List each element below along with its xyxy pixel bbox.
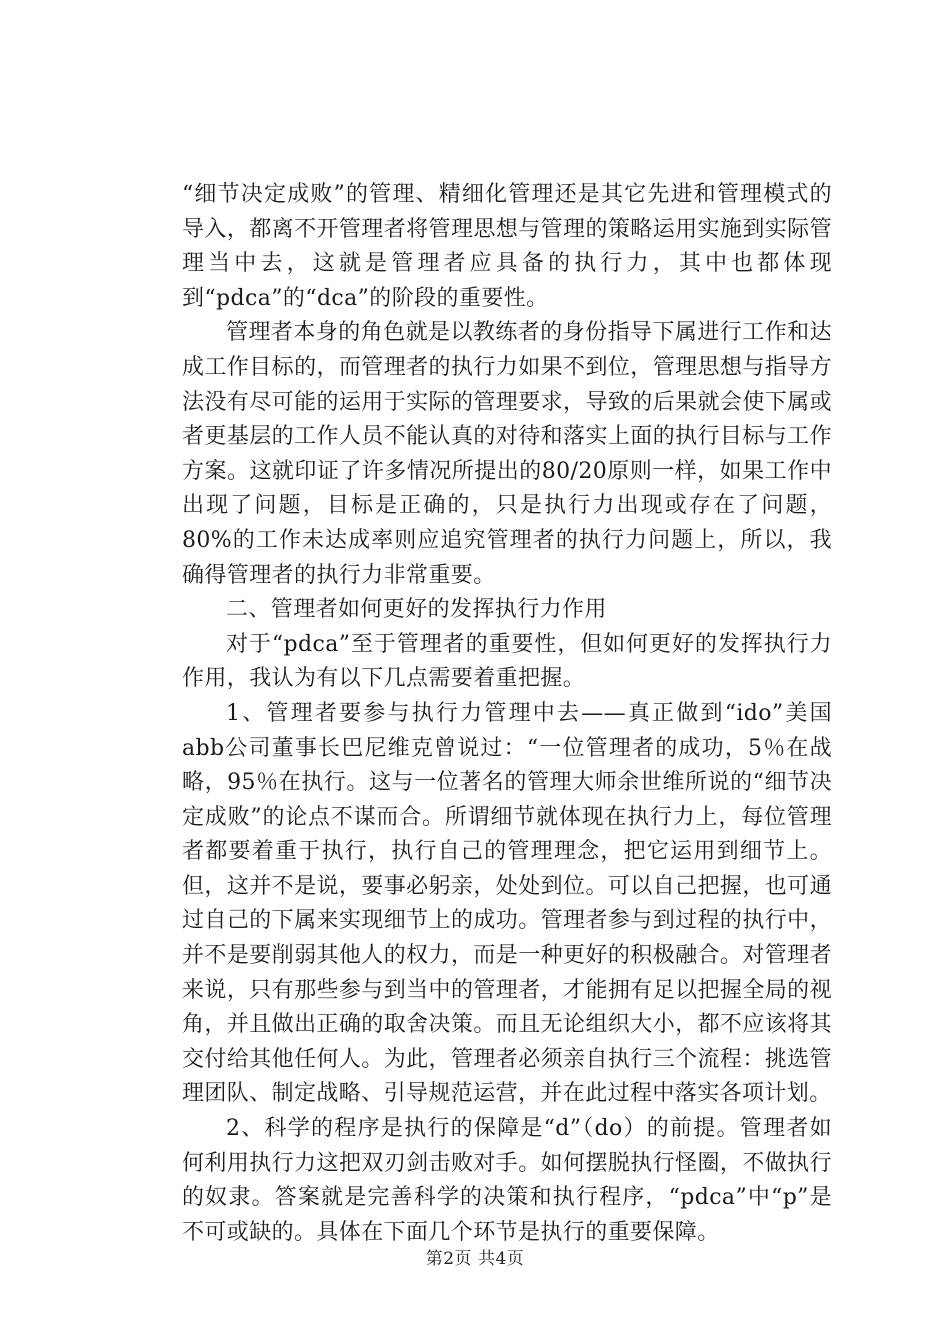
paragraph-manager-role: 管理者本身的角色就是以教练者的身份指导下属进行工作和达成工作目标的，而管理者的执行力如果不到位，管理思想与指导方法没有尽可能的运用于实际的管理要求，导致的后果就会使下属或者更基层的工作人员不能认真的对待和落实上面的执行目标与工作方案。这就印证了许多情况所提出的80/20原则一样，如果工作中出现了问题，目标是正确的，只是执行力出现或存在了问题，80%的工作未达成率则应追究管理者的执行力问题上，所以，我确得管理者的执行力非常重要。 <box>182 320 832 588</box>
paragraph-intro: “细节决定成败”的管理、精细化管理还是其它先进和管理模式的导入，都离不开管理者将管理思想与管理的策略运用实施到实际管理当中去，这就是管理者应具备的执行力，其中也都体现到“pdca”的“dca”的阶段的重要性。 <box>182 182 832 311</box>
page-number-footer: 第2页 共4页 <box>425 1249 525 1269</box>
paragraph-point-1: 1、管理者要参与执行力管理中去——真正做到“ido”美国abb公司董事长巴尼维克曾说过：“一位管理者的成功，5％在战略，95％在执行。这与一位著名的管理大师余世维所说的“细节决定成败”的论点不谋而合。所谓细节就体现在执行力上，每位管理者都要着重于执行，执行自己的管理理念，把它运用到细节上。但，这并不是说，要事必躬亲，处处到位。可以自己把握，也可通过自己的下属来实现细节上的成功。管理者参与到过程的执行中，并不是要削弱其他人的权力，而是一种更好的积极融合。对管理者来说，只有那些参与到当中的管理者，才能拥有足以把握全局的视角，并且做出正确的取舍决策。而且无论组织大小，都不应该将其交付给其他任何人。为此，管理者必须亲自执行三个流程：挑选管理团队、制定战略、引导规范运营，并在此过程中落实各项计划。 <box>182 700 832 1107</box>
document-body <box>182 178 832 1250</box>
paragraph-pdca-importance: 对于“pdca”至于管理者的重要性，但如何更好的发挥执行力作用，我认为有以下几点需要着重把握。 <box>182 631 832 692</box>
paragraph-point-2: 2、科学的程序是执行的保障是“d”（do）的前提。管理者如何利用执行力这把双刃剑击败对手。如何摆脱执行怪圈，不做执行的奴隶。答案就是完善科学的决策和执行程序，“pdca”中“p”是不可或缺的。具体在下面几个环节是执行的重要保障。 <box>182 1116 832 1245</box>
section-heading: 二、管理者如何更好的发挥执行力作用 <box>226 597 607 623</box>
